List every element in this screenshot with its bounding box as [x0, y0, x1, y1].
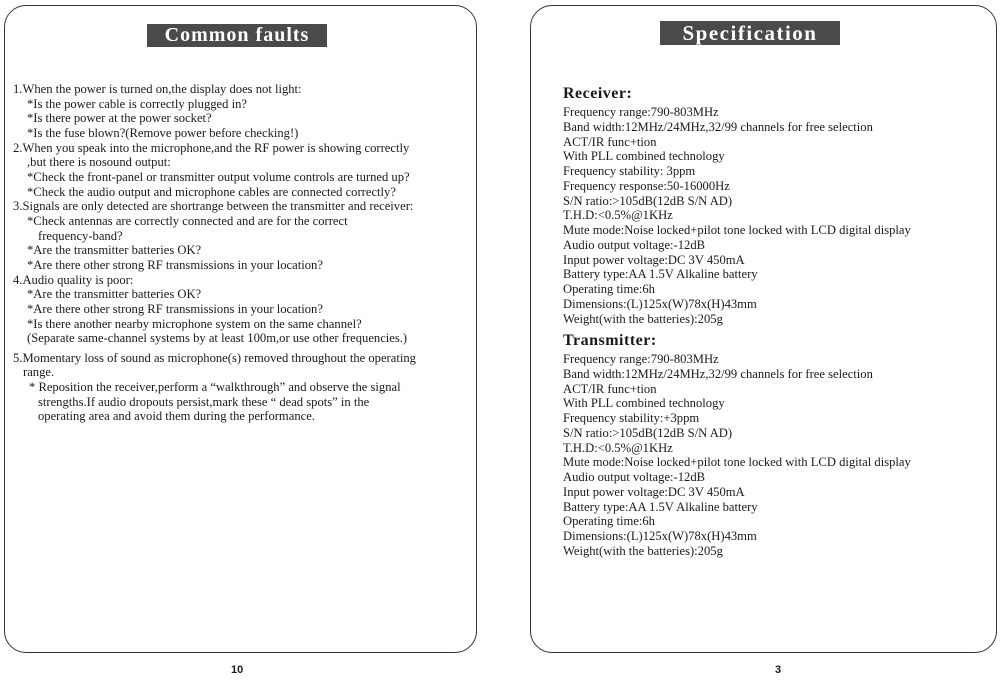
common-faults-title: Common faults — [147, 24, 327, 47]
receiver-spec-line: ACT/IR func+tion — [563, 134, 657, 149]
receiver-spec-line: T.H.D:<0.5%@1KHz — [563, 208, 673, 223]
transmitter-spec-line: Audio output voltage:-12dB — [563, 470, 706, 484]
fault-line: 2.When you speak into the microphone,and the RF power is showing correctly — [13, 140, 410, 155]
transmitter-spec-line: Operating time:6h — [563, 514, 655, 529]
fault-line: *Is there another nearby microphone system on the same channel? — [27, 316, 362, 331]
fault-line: ,but there is nosound output: — [27, 155, 171, 170]
transmitter-spec-list — [563, 352, 911, 559]
receiver-spec-line: Mute mode:Noise locked+pilot tone locked with LCD digital display — [563, 223, 911, 237]
receiver-spec-line: Battery type:AA 1.5V Alkaline battery — [563, 267, 758, 282]
receiver-spec-line: With PLL combined technology — [563, 149, 725, 164]
right-page — [530, 5, 997, 653]
transmitter-spec-line: With PLL combined technology — [563, 396, 725, 411]
receiver-spec-line: Frequency stability: 3ppm — [563, 164, 696, 178]
fault-line: frequency-band? — [38, 228, 123, 243]
faults-list — [13, 82, 478, 424]
fault-line: operating area and avoid them during the performance. — [38, 409, 315, 424]
page-number-left: 10 — [231, 664, 244, 676]
fault-line: *Are the transmitter batteries OK? — [27, 287, 202, 302]
fault-line: *Check antennas are correctly connected and are for the correct — [27, 213, 348, 228]
specification-title: Specification — [660, 21, 840, 45]
fault-line: *Is there power at the power socket? — [27, 111, 212, 126]
transmitter-spec-line: Mute mode:Noise locked+pilot tone locked with LCD digital display — [563, 455, 911, 470]
transmitter-spec-line: T.H.D:<0.5%@1KHz — [563, 440, 673, 455]
receiver-spec-list — [563, 105, 911, 326]
fault-line: *Are there other strong RF transmissions in your location? — [27, 301, 323, 316]
receiver-spec-line: Audio output voltage:-12dB — [563, 237, 706, 252]
receiver-spec-line: Input power voltage:DC 3V 450mA — [563, 252, 745, 267]
receiver-spec-line: Dimensions:(L)125x(W)78x(H)43mm — [563, 296, 757, 311]
transmitter-section — [563, 331, 911, 559]
transmitter-spec-line: Frequency stability:+3ppm — [563, 411, 700, 425]
transmitter-spec-line: ACT/IR func+tion — [563, 381, 657, 396]
fault-line: 1.When the power is turned on,the display does not light: — [13, 82, 302, 96]
fault-line: *Check the front-panel or transmitter output volume controls are turned up? — [27, 169, 410, 184]
page-number-right: 3 — [775, 664, 782, 676]
fault-line: *Is the power cable is correctly plugged in? — [27, 96, 247, 111]
fault-line: *Are the transmitter batteries OK? — [27, 243, 202, 258]
receiver-section — [563, 84, 911, 326]
fault-line: *Is the fuse blown?(Remove power before checking!) — [27, 125, 299, 140]
transmitter-heading: Transmitter: — [563, 332, 657, 349]
receiver-spec-line: Band width:12MHz/24MHz,32/99 channels for free selection — [563, 119, 873, 134]
receiver-spec-line: Frequency range:790-803MHz — [563, 105, 719, 119]
fault-line: 3.Signals are only detected are shortrange between the transmitter and receiver: — [13, 199, 414, 214]
fault-line: *Are there other strong RF transmissions in your location? — [27, 257, 323, 272]
transmitter-spec-line: Frequency range:790-803MHz — [563, 352, 719, 366]
fault-line: 4.Audio quality is poor: — [13, 272, 134, 287]
receiver-spec-line: Weight(with the batteries):205g — [563, 311, 723, 326]
transmitter-spec-line: Dimensions:(L)125x(W)78x(H)43mm — [563, 529, 757, 543]
transmitter-spec-line: S/N ratio:>105dB(12dB S/N AD) — [563, 425, 733, 440]
receiver-heading: Receiver: — [563, 85, 633, 102]
left-page — [4, 5, 477, 653]
fault-line: * Reposition the receiver,perform a “walkthrough” and observe the signal — [29, 380, 401, 395]
fault-line: *Check the audio output and microphone cables are connected correctly? — [27, 184, 396, 199]
receiver-spec-line: Frequency response:50-16000Hz — [563, 178, 730, 193]
receiver-spec-line: S/N ratio:>105dB(12dB S/N AD) — [563, 193, 733, 208]
fault-line: 5.Momentary loss of sound as microphone(s) removed throughout the operating — [13, 350, 416, 365]
transmitter-spec-line: Band width:12MHz/24MHz,32/99 channels for free selection — [563, 366, 873, 381]
receiver-spec-line: Operating time:6h — [563, 282, 655, 296]
fault-line: (Separate same-channel systems by at least 100m,or use other frequencies.) — [27, 331, 408, 346]
transmitter-spec-line: Weight(with the batteries):205g — [563, 543, 723, 558]
transmitter-spec-line: Battery type:AA 1.5V Alkaline battery — [563, 499, 758, 514]
fault-line: strengths.If audio dropouts persist,mark these “ dead spots” in the — [38, 394, 370, 409]
transmitter-spec-line: Input power voltage:DC 3V 450mA — [563, 484, 745, 499]
fault-line: range. — [23, 365, 55, 380]
